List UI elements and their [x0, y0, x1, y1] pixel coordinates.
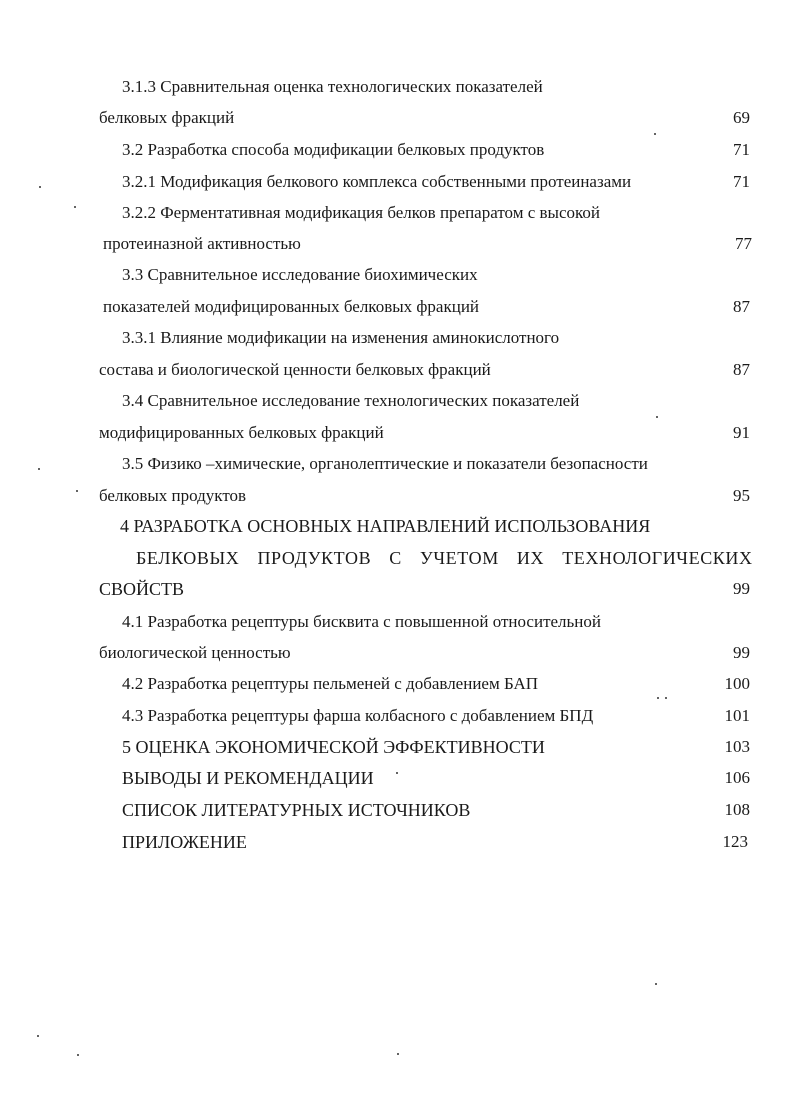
toc-chapter-text: БЕЛКОВЫХ ПРОДУКТОВ С УЧЕТОМ ИХ ТЕХНОЛОГИЧЕСКИХ	[136, 548, 753, 568]
scan-speck	[396, 772, 398, 774]
scan-speck	[38, 468, 40, 470]
toc-entry-4-2: 4.2 Разработка рецептуры пельменей с добавлением БАП	[122, 674, 539, 693]
toc-entry-text: биологической ценностью	[99, 643, 291, 662]
toc-page-number: 108	[724, 800, 750, 819]
scan-speck	[655, 983, 657, 985]
toc-page-number: 91	[733, 423, 750, 442]
toc-references: СПИСОК ЛИТЕРАТУРНЫХ ИСТОЧНИКОВ	[122, 800, 471, 820]
toc-entry-text: модифицированных белковых фракций	[99, 423, 384, 442]
toc-page-number: 87	[733, 297, 750, 316]
toc-entry-3-3-1: 3.3.1 Влияние модификации на изменения аминокислотного	[122, 328, 560, 347]
toc-page-number: 100	[724, 674, 750, 693]
toc-entry-text: показателей модифицированных белковых фракций	[103, 297, 480, 316]
toc-page-number: 87	[733, 360, 750, 379]
scan-speck	[74, 206, 76, 208]
toc-entry-4-1: 4.1 Разработка рецептуры бисквита с повышенной относительной	[122, 612, 601, 631]
toc-entry-text: состава и биологической ценности белковых фракций	[99, 360, 491, 379]
scan-speck	[39, 186, 41, 188]
toc-entry-3-2-1: 3.2.1 Модификация белкового комплекса собственными протеиназами	[122, 172, 632, 191]
toc-entry-3-3: 3.3 Сравнительное исследование биохимических	[122, 265, 478, 284]
toc-page-number: 99	[733, 579, 750, 598]
toc-entry-3-1-3: 3.1.3 Сравнительная оценка технологических показателей	[122, 77, 543, 96]
toc-page-number: 71	[733, 140, 750, 159]
toc-entry-3-4: 3.4 Сравнительное исследование технологических показателей	[122, 391, 580, 410]
toc-chapter-4: 4 РАЗРАБОТКА ОСНОВНЫХ НАПРАВЛЕНИЙ ИСПОЛЬЗОВАНИЯ	[120, 516, 651, 536]
scan-speck	[37, 1035, 39, 1037]
scan-speck	[656, 416, 658, 418]
scan-speck	[657, 697, 659, 699]
toc-page-number: 69	[733, 108, 750, 127]
toc-conclusions: ВЫВОДЫ И РЕКОМЕНДАЦИИ	[122, 768, 374, 788]
toc-page-number: 106	[724, 768, 750, 787]
toc-entry-3-2-2: 3.2.2 Ферментативная модификация белков препаратом с высокой	[122, 203, 601, 222]
toc-entry-text: белковых фракций	[99, 108, 235, 127]
toc-entry-3-2: 3.2 Разработка способа модификации белковых продуктов	[122, 140, 545, 159]
toc-page-number: 123	[722, 832, 748, 851]
scan-speck	[665, 697, 667, 699]
toc-page-number: 77	[735, 234, 752, 253]
toc-page-number: 95	[733, 486, 750, 505]
scan-speck	[76, 490, 78, 492]
toc-entry-4-3: 4.3 Разработка рецептуры фарша колбасного с добавлением БПД	[122, 706, 594, 725]
scan-speck	[77, 1054, 79, 1056]
toc-entry-text: протеиназной активностью	[103, 234, 301, 253]
toc-page-number: 99	[733, 643, 750, 662]
scan-speck	[397, 1053, 399, 1055]
toc-page-number: 71	[733, 172, 750, 191]
toc-chapter-text: СВОЙСТВ	[99, 579, 185, 599]
toc-page-number: 103	[724, 737, 750, 756]
toc-appendix: ПРИЛОЖЕНИЕ	[122, 832, 247, 852]
scan-speck	[654, 133, 656, 135]
toc-entry-3-5: 3.5 Физико –химические, органолептические и показатели безопасности	[122, 454, 648, 473]
toc-page-number: 101	[724, 706, 750, 725]
toc-chapter-5: 5 ОЦЕНКА ЭКОНОМИЧЕСКОЙ ЭФФЕКТИВНОСТИ	[122, 737, 545, 757]
toc-entry-text: белковых продуктов	[99, 486, 247, 505]
